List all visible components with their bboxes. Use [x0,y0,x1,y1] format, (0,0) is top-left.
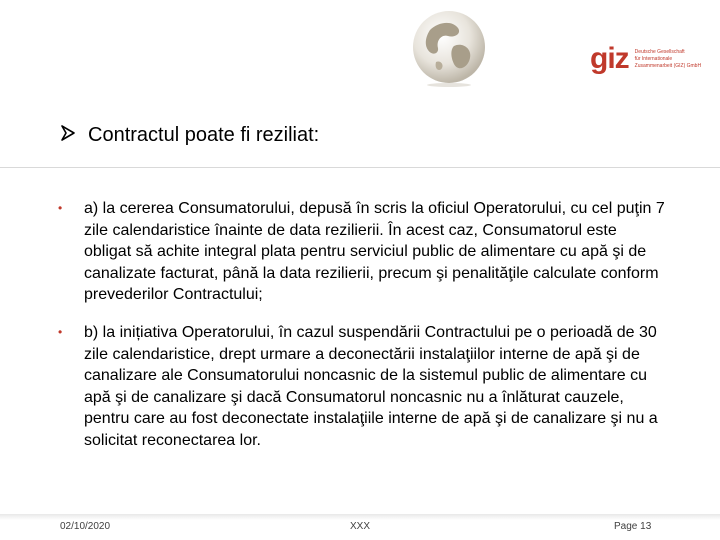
divider [0,167,720,168]
bullet-text: a) la cererea Consumatorului, depusă în scris la oficiul Operatorului, cu cel puţin 7 zile calendaristice înainte de data rezilierii. În acest caz, Consumatorul este obligat să achite integral plata pentru serviciul public de alimentare cu apă şi de canalizate facturat, până la data rezilierii, precum şi penalităţile calculate conform prevederilor Contractului; [84,200,665,304]
giz-logo [590,44,701,74]
giz-subtitle-line: Zusammenarbeit (GIZ) GmbH [634,62,702,69]
giz-subtitle [635,49,701,70]
footer-center: XXX [350,521,371,532]
giz-subtitle-line: für Internationale [634,55,673,62]
bullet-marker: • [58,324,63,339]
footer-page-number: Page 13 [614,521,652,532]
footer-date: 02/10/2020 [60,521,111,532]
heading-text: Contractul poate fi reziliat: [88,124,320,146]
bullet-marker: • [58,201,63,215]
arrow-bullet-icon [60,125,82,146]
bullet-text: b) la inițiativa Operatorului, în cazul suspendării Contractului pe o perioadă de 30 zile calendaristice, drept urmare a deconectării instalaţiilor interne de apă şi de canalizare ale Consumatorului noncasnic de la sistemul public de alimentare cu apă şi de canalizare şi dacă Consumatorul noncasnic nu a înlăturat cauzele, pentru care au fost deconectate instalaţiile interne de apă şi de canalizare şi nu a solicitat reconectarea lor. [84,323,658,449]
list-item [58,198,668,306]
list-item [58,322,668,452]
giz-subtitle-line: Deutsche Gesellschaft [634,48,685,55]
globe-image [408,6,490,88]
slide-heading [60,124,319,147]
footer-bar [0,514,720,520]
giz-wordmark: giz [590,42,629,75]
bullet-list [58,198,668,468]
